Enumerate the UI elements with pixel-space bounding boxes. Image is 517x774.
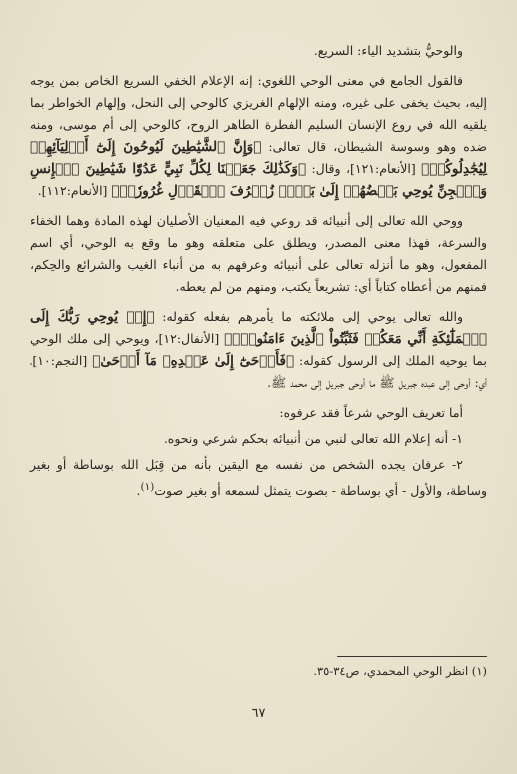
paragraph-angels-text-a: والله تعالى يوحي إلى ملائكته ما يأمرهم بفعله كقوله: xyxy=(162,309,463,324)
paragraph-angels xyxy=(30,306,487,394)
paragraph-linguistic-meaning xyxy=(30,70,487,202)
verse-reference-anam-112: [الأنعام:١١٢]. xyxy=(37,183,108,198)
paragraph-sharia-text: أما تعريف الوحي شرعاً فقد عرفوه: xyxy=(279,405,463,420)
quran-verse-anam-121: ﴿وَإِنَّ ٱلشَّيَٰطِينَ لَيُوحُونَ إِلَىٰٓ أَوۡلِيَآئِهِمۡ لِيُجَٰدِلُوكُمۡ﴾ xyxy=(30,139,487,177)
main-text xyxy=(30,40,487,506)
list-item-2 xyxy=(30,454,487,502)
verse-reference-anam-121: [الأنعام:١٢١]، وقال: xyxy=(311,161,416,176)
paragraph-revelation-text: ووحي الله تعالى إلى أنبيائه قد روعي فيه المعنيان الأصليان لهذه المادة وهما الخفاء والسرعة، فهذا معنى المصدر، ويطلق على متعلقه وهو ما وقع به الوحي، أي اسم المفعول، وهو ما أنزله تعالى على أنبيائه وعرفهم به من أنباء الغيب والشرائع والحِكم، فمنهم من أعطاه كتاباً أي: تشريعاً يكتب، ومنهم من لم يعطه. xyxy=(30,213,487,294)
page-number-text: ٦٧ xyxy=(251,706,266,721)
paragraph-angels-text-c: [النجم:١٠]، أي: أوحى إلى عبده جبريل ﷺ ما أوحى جبريل إلى محمد ﷺ. xyxy=(30,353,487,390)
list-item-1 xyxy=(30,428,487,450)
quran-verse-najm-10: ﴿فَأَوۡحَىٰٓ إِلَىٰ عَبۡدِهِۦ مَآ أَوۡحَىٰ﴾ xyxy=(92,353,295,369)
paragraph-revelation-prophets xyxy=(30,210,487,298)
quran-verse-anam-112: ﴿وَكَذَٰلِكَ جَعَلۡنَا لِكُلِّ نَبِيٍّ عَدُوّٗا شَيَٰطِينَ ٱلۡإِنسِ وَٱلۡجِنِّ يُوحِي بَعۡضُهُمۡ إِلَىٰ بَعۡضٖ زُخۡرُفَ ٱلۡقَوۡلِ غُرُورٗاۚ﴾ xyxy=(30,161,487,199)
page-number xyxy=(0,706,517,721)
paragraph-sharia-definition xyxy=(30,402,487,424)
footnote xyxy=(30,662,487,680)
footnote-text: (١) انظر الوحي المحمدي، ص٣٤-٣٥. xyxy=(313,664,487,678)
paragraph-linguistic-text: فالقول الجامع في معنى الوحي اللغوي: إنه الإعلام الخفي السريع الخاص بمن يوجه إليه، بحيث يخفى على غيره، ومنه الإلهام الغريزي كالوحي إلى النحل، وإلهام الخواطر بما يلقيه الله في روع الإنسان السليم الفطرة الطاهر الروح، كالوحي إلى أم موسى، ومنه ضده وهو وسوسة الشيطان، قال تعالى: xyxy=(30,73,487,154)
paragraph-swift-text: والوحيُّ بتشديد الياء: السريع. xyxy=(313,43,463,58)
list-item-1-text: ١- أنه إعلام الله تعالى لنبي من أنبيائه بحكم شرعي ونحوه. xyxy=(163,431,463,446)
paragraph-angels-text-b: [الأنفال:١٢]، ويوحي إلى ملك الوحي بما يوحيه الملك إلى الرسول كقوله: xyxy=(30,331,487,368)
list-item-2-end: . xyxy=(136,483,141,499)
footnote-divider xyxy=(337,656,487,657)
list-item-2-text: ٢- عرفان يجده الشخص من نفسه مع اليقين بأنه من قِبَل الله بوساطة أو بغير وساطة، والأول - أي بوساطة - بصوت يتمثل لسمعه أو بغير صوت xyxy=(30,457,487,499)
quran-verse-anfal-12: ﴿إِذۡ يُوحِي رَبُّكَ إِلَى ٱلۡمَلَٰٓئِكَةِ أَنِّي مَعَكُمۡ فَثَبِّتُواْ ٱلَّذِينَ ءَامَنُواْۚ﴾ xyxy=(30,309,487,347)
paragraph-swift xyxy=(30,40,487,62)
footnote-reference[interactable]: (١) xyxy=(140,481,155,493)
